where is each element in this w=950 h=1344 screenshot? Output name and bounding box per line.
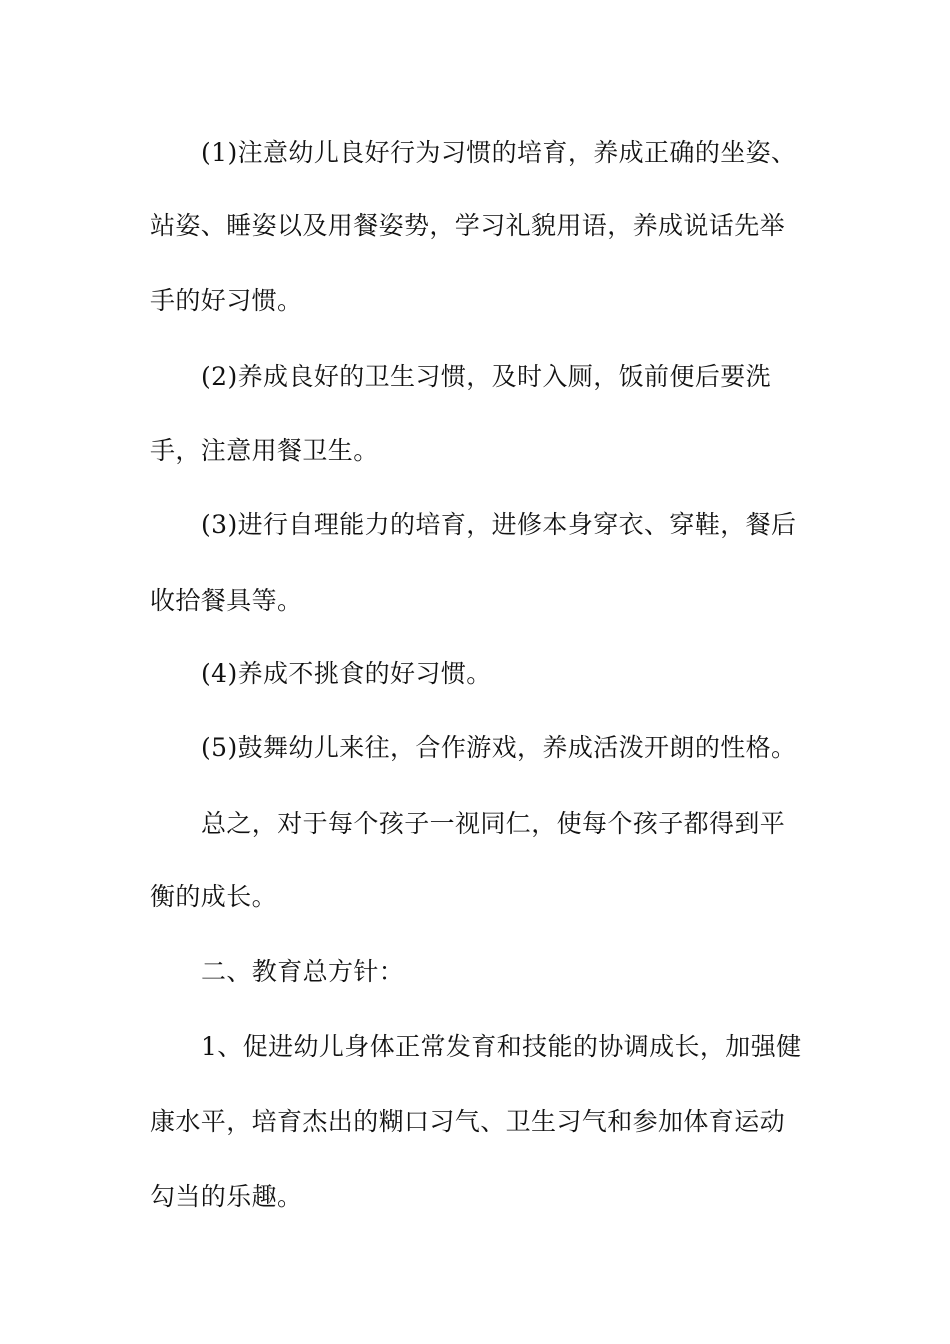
paragraph-4-line-1: (4)养成不挑食的好习惯。 (201, 659, 492, 688)
paragraph-1-line-2: 站姿、睡姿以及用餐姿势，学习礼貌用语，养成说话先举 (150, 211, 786, 240)
paragraph-3-line-1: (3)进行自理能力的培育，进修本身穿衣、穿鞋，餐后 (201, 510, 797, 539)
paragraph-7-line-3: 勾当的乐趣。 (150, 1182, 303, 1211)
paragraph-1-line-3: 手的好习惯。 (150, 286, 303, 315)
paragraph-5-line-1: (5)鼓舞幼儿来往，合作游戏，养成活泼开朗的性格。 (201, 733, 797, 762)
paragraph-6-line-2: 衡的成长。 (150, 882, 278, 911)
paragraph-6-line-1: 总之，对于每个孩子一视同仁，使每个孩子都得到平 (201, 809, 786, 838)
section-heading: 二、教育总方针： (201, 957, 405, 986)
paragraph-2-line-1: (2)养成良好的卫生习惯，及时入厕，饭前便后要洗 (201, 362, 772, 391)
paragraph-7-line-1: 1、促进幼儿身体正常发育和技能的协调成长，加强健 (201, 1032, 802, 1061)
paragraph-3-line-2: 收拾餐具等。 (150, 586, 303, 615)
paragraph-7-line-2: 康水平，培育杰出的糊口习气、卫生习气和参加体育运动 (150, 1107, 786, 1136)
paragraph-2-line-2: 手，注意用餐卫生。 (150, 436, 379, 465)
paragraph-1-line-1: (1)注意幼儿良好行为习惯的培育，养成正确的坐姿、 (201, 138, 797, 167)
